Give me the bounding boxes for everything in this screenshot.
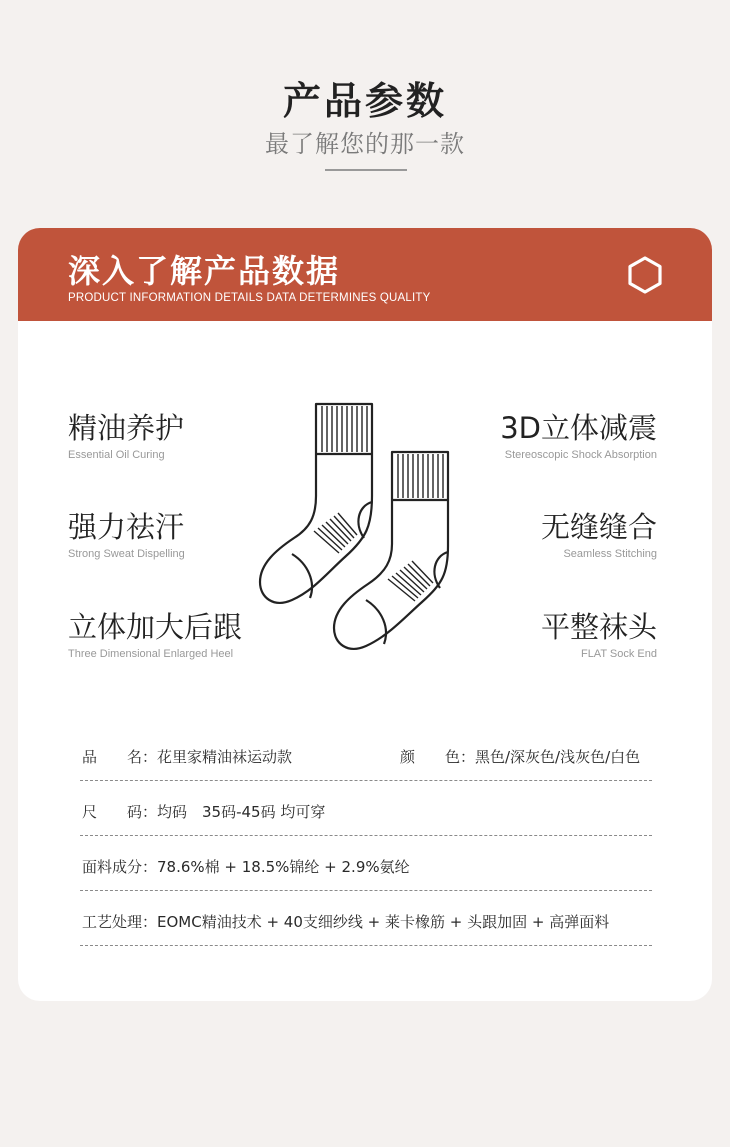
info-banner	[18, 228, 712, 321]
feature-title: 强力祛汗	[68, 510, 185, 544]
spec-row-material	[80, 846, 652, 901]
banner-subtitle: PRODUCT INFORMATION DETAILS DATA DETERMINES QUALITY	[68, 292, 431, 304]
feature-title: 平整袜头	[540, 610, 657, 644]
feature-subtitle: Seamless Stitching	[563, 548, 657, 560]
spec-material: 面料成分：78.6%棉 + 18.5%锦纶 + 2.9%氨纶	[82, 858, 410, 876]
product-info-card	[18, 228, 712, 1001]
feature-title: 立体加大后跟	[68, 610, 243, 644]
spec-row-name-color	[80, 736, 652, 791]
page-title: 产品参数	[282, 79, 447, 123]
feature-shock-absorption	[500, 406, 657, 461]
feature-essential-oil	[68, 406, 184, 461]
feature-subtitle: Three Dimensional Enlarged Heel	[68, 648, 234, 660]
hexagon-icon	[626, 256, 664, 294]
feature-subtitle: FLAT Sock End	[580, 648, 657, 660]
feature-heel	[68, 605, 242, 660]
dashed-divider	[80, 945, 652, 946]
title-divider	[325, 169, 407, 171]
feature-subtitle: Stereoscopic Shock Absorption	[504, 449, 657, 461]
spec-color: 颜 色：黑色/深灰色/浅灰色/白色	[400, 748, 641, 766]
spec-row-size	[80, 791, 652, 846]
feature-title: 3D立体减震	[500, 411, 657, 445]
feature-subtitle: Strong Sweat Dispelling	[68, 548, 185, 560]
feature-seamless	[541, 505, 657, 560]
socks-icon	[254, 398, 464, 668]
dashed-divider	[80, 780, 652, 781]
dashed-divider	[80, 890, 652, 891]
spec-name: 品 名：花里家精油袜运动款	[82, 748, 293, 766]
feature-title: 精油养护	[68, 411, 185, 445]
spec-table	[80, 736, 652, 956]
dashed-divider	[80, 835, 652, 836]
spec-process: 工艺处理：EOMC精油技术 + 40支细纱线 + 莱卡橡筋 + 头跟加固 + 高弹面料	[82, 913, 610, 931]
banner-title: 深入了解产品数据	[68, 252, 341, 290]
feature-subtitle: Essential Oil Curing	[68, 449, 165, 461]
spec-row-process	[80, 901, 652, 956]
page-subtitle: 最了解您的那一款	[265, 130, 465, 158]
spec-size: 尺 码：均码 35码-45码 均可穿	[82, 803, 326, 821]
feature-title: 无缝缝合	[540, 510, 657, 544]
feature-sweat	[68, 505, 185, 560]
feature-flat-toe	[541, 605, 657, 660]
